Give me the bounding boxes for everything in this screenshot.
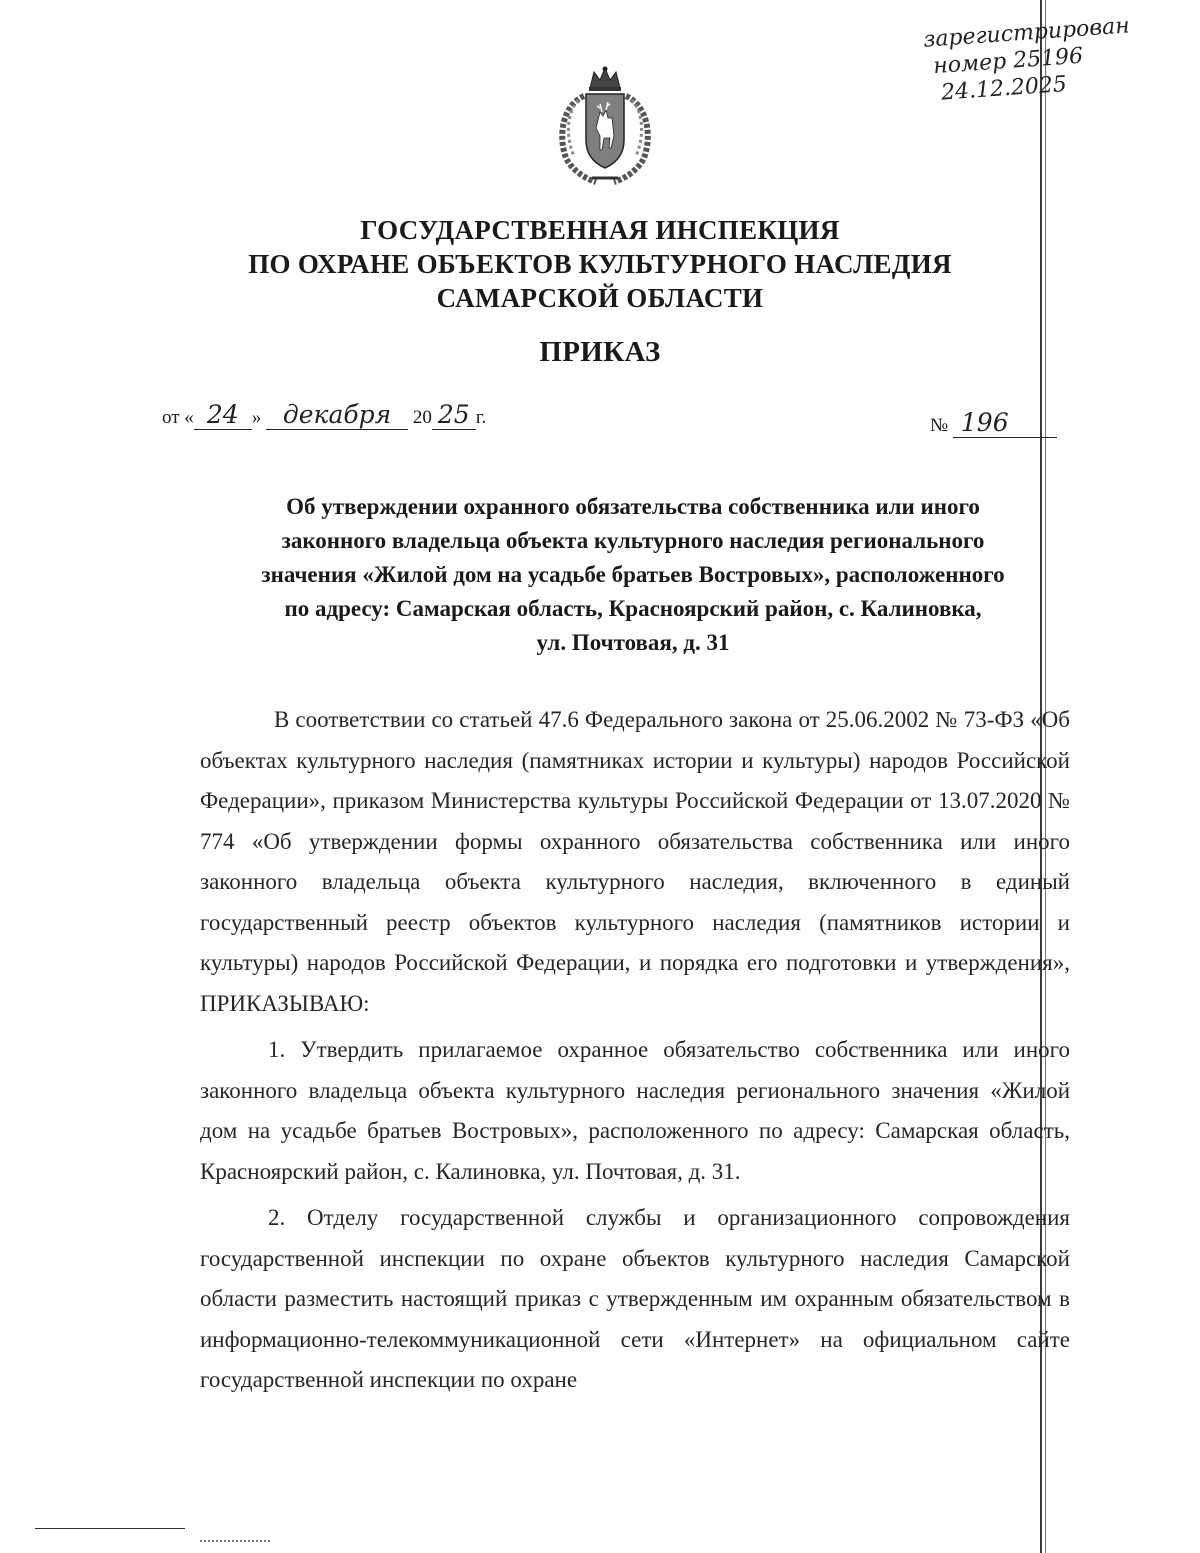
subject-line-5: ул. Почтовая, д. 31 — [536, 630, 730, 655]
date-day-handwritten: 24 — [194, 400, 252, 430]
organization-title-line-2: ПО ОХРАНЕ ОБЪЕКТОВ КУЛЬТУРНОГО НАСЛЕДИЯ — [248, 249, 952, 279]
date-suffix: г. — [475, 407, 487, 428]
subject-line-4: по адресу: Самарская область, Красноярский район, с. Калиновка, — [284, 596, 982, 621]
order-number — [930, 408, 1057, 438]
subject-line-3: значения «Жилой дом на усадьбе братьев Востровых», расположенного — [261, 562, 1005, 587]
body-item-2: 2. Отделу государственной службы и организационного сопровождения государственной инспекции по охране объектов культурного наследия Самарской области разместить настоящий приказ с утвержденным им охранным обязательством в информационно-телекоммуникационной сети «Интернет» на официальном сайте государственной инспекции по охране — [200, 1205, 1070, 1392]
date-quote-close: » — [251, 407, 262, 428]
body-preamble: В соответствии со статьей 47.6 Федерального закона от 25.06.2002 № 73-ФЗ «Об объектах культурного наследия (памятниках истории и культуры) народов Российской Федерации», приказом Министерства культуры Российской Федерации от 13.07.2020 № 774 «Об утверждении формы охранного обязательства собственника или иного законного владельца объекта культурного наследия, включенного в единый государственный реестр объектов культурного наследия (памятников истории и культуры) народов Российской Федерации, и порядка его подготовки и утверждения», ПРИКАЗЫВАЮ: — [200, 707, 1070, 1016]
samara-coat-of-arms-icon — [556, 66, 654, 186]
registration-note-line-2: номер 25196 — [932, 43, 1084, 80]
footer-scan-dots — [200, 1540, 270, 1544]
registration-handwritten-note — [922, 9, 1177, 107]
number-handwritten: 196 — [953, 408, 1057, 438]
footer-rule — [35, 1528, 185, 1529]
subject-line-2: законного владельца объекта культурного наследия регионального — [281, 528, 985, 553]
order-subject — [200, 490, 1066, 660]
organization-title-line-3: САМАРСКОЙ ОБЛАСТИ — [436, 283, 764, 313]
body-item-1: 1. Утвердить прилагаемое охранное обязательство собственника или иного законного владельца объекта культурного наследия регионального значения «Жилой дом на усадьбе братьев Востровых», расположенного по адресу: Самарская область, Красноярский район, с. Калиновка, ул. Почтовая, д. 31. — [200, 1037, 1070, 1184]
order-date — [162, 400, 486, 430]
subject-line-1: Об утверждении охранного обязательства собственника или иного — [286, 494, 980, 519]
document-type-title: ПРИКАЗ — [539, 336, 661, 368]
number-prefix: № — [930, 415, 949, 436]
date-prefix: от « — [162, 407, 194, 428]
order-body — [200, 700, 1070, 1407]
organization-title-line-1: ГОСУДАРСТВЕННАЯ ИНСПЕКЦИЯ — [360, 215, 840, 245]
organization-title — [0, 213, 1200, 315]
date-year-handwritten: 25 — [432, 400, 476, 430]
date-month-handwritten: декабря — [266, 400, 408, 430]
date-year-prefix: 20 — [412, 407, 432, 428]
registration-note-line-1: зарегистрирован — [922, 13, 1131, 53]
registration-note-line-3: 24.12.2025 — [940, 71, 1068, 106]
